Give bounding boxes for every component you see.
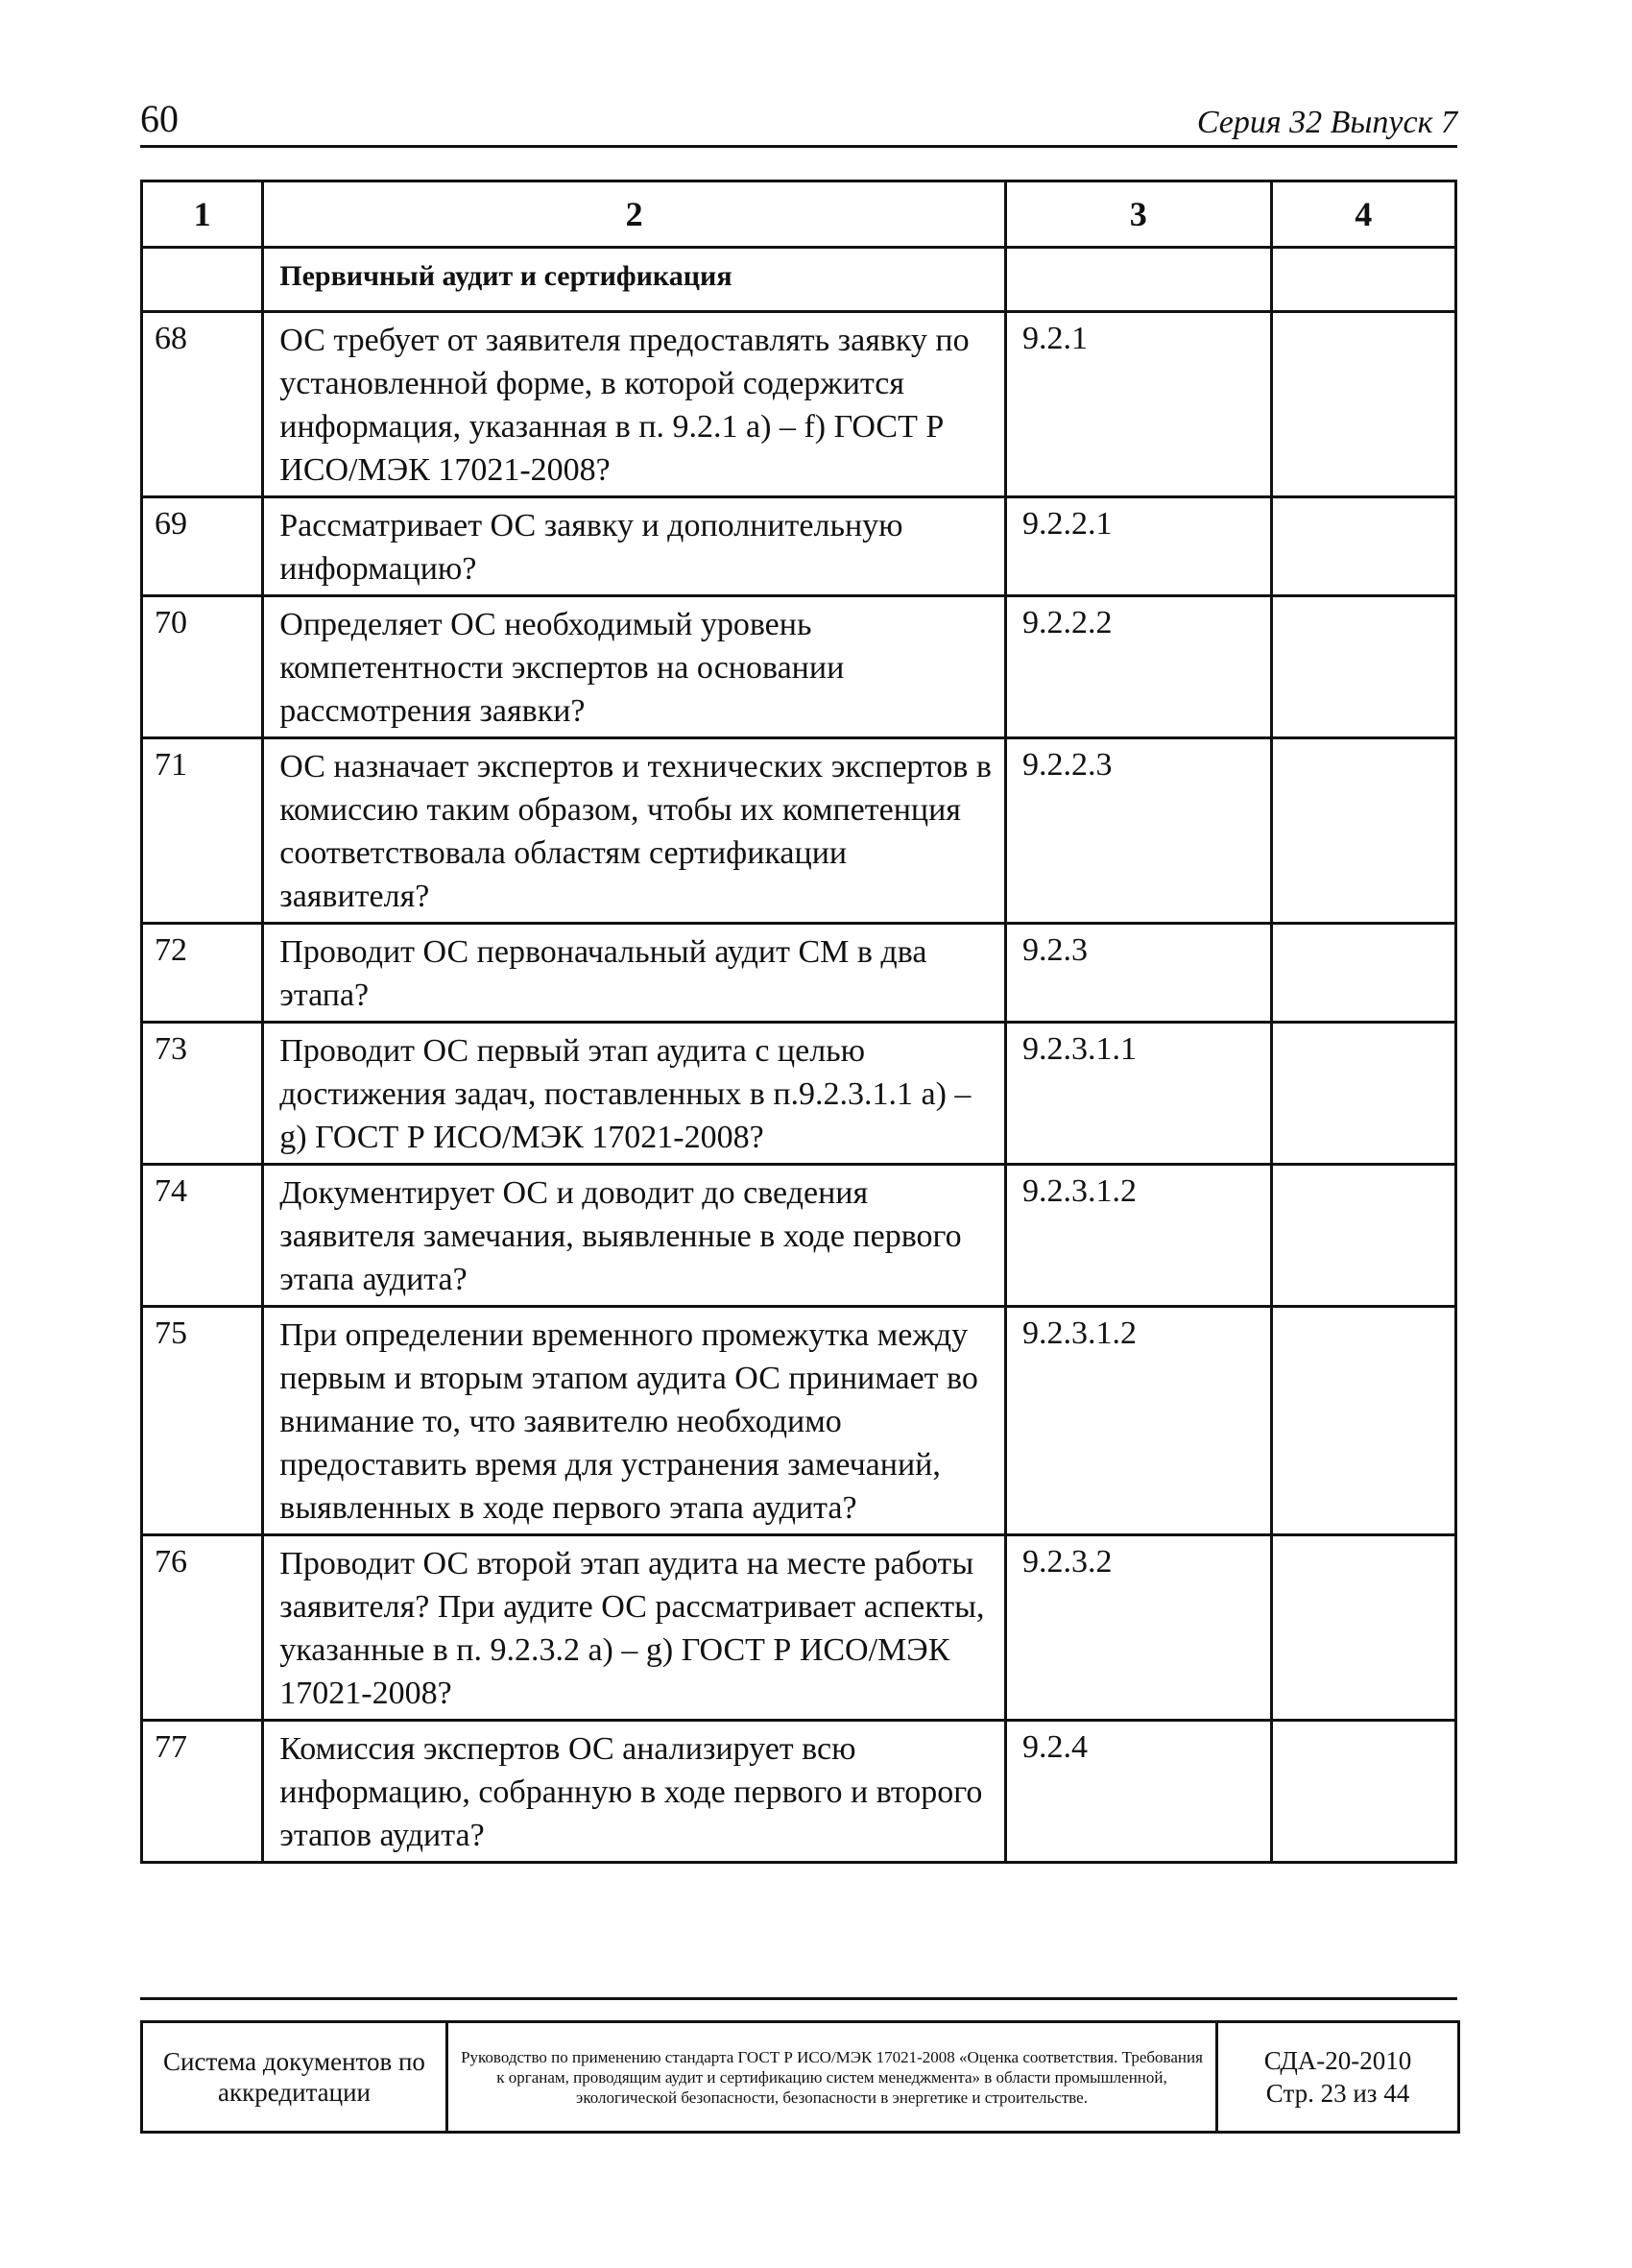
row-reference: 9.2.2.2 xyxy=(1005,596,1271,738)
row-notes xyxy=(1271,1307,1455,1535)
footer-table xyxy=(140,2020,1460,2134)
row-notes xyxy=(1271,497,1455,596)
row-notes xyxy=(1271,1165,1455,1307)
column-header-1: 1 xyxy=(142,181,263,248)
table-row xyxy=(142,312,1456,497)
footer-doc-info xyxy=(1217,2022,1459,2133)
row-reference: 9.2.2.1 xyxy=(1005,497,1271,596)
footer-rule xyxy=(140,1997,1457,2000)
row-number: 69 xyxy=(142,497,263,596)
section-ref-cell xyxy=(1005,248,1271,312)
row-notes xyxy=(1271,1721,1455,1863)
row-number: 77 xyxy=(142,1721,263,1863)
section-title: Первичный аудит и сертификация xyxy=(263,248,1006,312)
row-number: 71 xyxy=(142,738,263,924)
table-row xyxy=(142,596,1456,738)
footer-system: Система документов по аккредитации xyxy=(142,2022,447,2133)
row-number: 73 xyxy=(142,1023,263,1165)
row-question: Документирует ОС и доводит до сведения заявителя замечания, выявленные в ходе первого этапа аудита? xyxy=(263,1165,1006,1307)
row-question: ОС назначает экспертов и технических экспертов в комиссию таким образом, чтобы их компетенция соответствовала областям сертификации заявителя? xyxy=(263,738,1006,924)
footer-page-info: Стр. 23 из 44 xyxy=(1265,2079,1410,2108)
table-row xyxy=(142,1721,1456,1863)
table-row xyxy=(142,1307,1456,1535)
column-header-row xyxy=(142,181,1456,248)
row-question: ОС требует от заявителя предоставлять заявку по установленной форме, в которой содержится информация, указанная в п. 9.2.1 а) – f) ГОСТ Р ИСО/МЭК 17021-2008? xyxy=(263,312,1006,497)
section-num-cell xyxy=(142,248,263,312)
row-question: Комиссия экспертов ОС анализирует всю информацию, собранную в ходе первого и второго этапов аудита? xyxy=(263,1721,1006,1863)
table-row xyxy=(142,1535,1456,1721)
row-notes xyxy=(1271,596,1455,738)
page-header xyxy=(140,91,1457,148)
row-notes xyxy=(1271,924,1455,1023)
row-question: Проводит ОС первый этап аудита с целью достижения задач, поставленных в п.9.2.3.1.1 а) – g) ГОСТ Р ИСО/МЭК 17021-2008? xyxy=(263,1023,1006,1165)
row-reference: 9.2.4 xyxy=(1005,1721,1271,1863)
row-reference: 9.2.1 xyxy=(1005,312,1271,497)
row-reference: 9.2.3.1.2 xyxy=(1005,1165,1271,1307)
section-row xyxy=(142,248,1456,312)
row-number: 70 xyxy=(142,596,263,738)
footer-doc-code: СДА-20-2010 xyxy=(1263,2046,1412,2075)
row-reference: 9.2.3 xyxy=(1005,924,1271,1023)
row-reference: 9.2.2.3 xyxy=(1005,738,1271,924)
row-reference: 9.2.3.1.2 xyxy=(1005,1307,1271,1535)
row-reference: 9.2.3.2 xyxy=(1005,1535,1271,1721)
row-question: Проводит ОС первоначальный аудит СМ в два этапа? xyxy=(263,924,1006,1023)
row-number: 72 xyxy=(142,924,263,1023)
row-question: При определении временного промежутка между первым и вторым этапом аудита ОС принимает во внимание то, что заявителю необходимо предоставить время для устранения замечаний, выявленных в ходе первого этапа аудита? xyxy=(263,1307,1006,1535)
column-header-2: 2 xyxy=(263,181,1006,248)
table-row xyxy=(142,738,1456,924)
table-row xyxy=(142,924,1456,1023)
column-header-4: 4 xyxy=(1271,181,1455,248)
column-header-3: 3 xyxy=(1005,181,1271,248)
row-notes xyxy=(1271,312,1455,497)
row-number: 68 xyxy=(142,312,263,497)
section-notes-cell xyxy=(1271,248,1455,312)
table-row xyxy=(142,497,1456,596)
row-number: 75 xyxy=(142,1307,263,1535)
row-question: Проводит ОС второй этап аудита на месте работы заявителя? При аудите ОС рассматривает аспекты, указанные в п. 9.2.3.2 а) – g) ГОСТ Р ИСО/МЭК 17021-2008? xyxy=(263,1535,1006,1721)
row-question: Рассматривает ОС заявку и дополнительную информацию? xyxy=(263,497,1006,596)
row-reference: 9.2.3.1.1 xyxy=(1005,1023,1271,1165)
row-notes xyxy=(1271,738,1455,924)
footer-description: Руководство по применению стандарта ГОСТ Р ИСО/МЭК 17021-2008 «Оценка соответствия. Требования к органам, проводящим аудит и сертификацию систем менеджмента» в области промышленной, экологической безопасности, безопасности в энергетике и строительстве. xyxy=(447,2022,1217,2133)
row-number: 76 xyxy=(142,1535,263,1721)
page-number: 60 xyxy=(140,97,179,140)
table-row xyxy=(142,1023,1456,1165)
row-notes xyxy=(1271,1023,1455,1165)
table-row xyxy=(142,1165,1456,1307)
checklist-table xyxy=(140,180,1457,1864)
row-number: 74 xyxy=(142,1165,263,1307)
series-title: Серия 32 Выпуск 7 xyxy=(1196,105,1457,140)
row-notes xyxy=(1271,1535,1455,1721)
row-question: Определяет ОС необходимый уровень компетентности экспертов на основании рассмотрения заявки? xyxy=(263,596,1006,738)
